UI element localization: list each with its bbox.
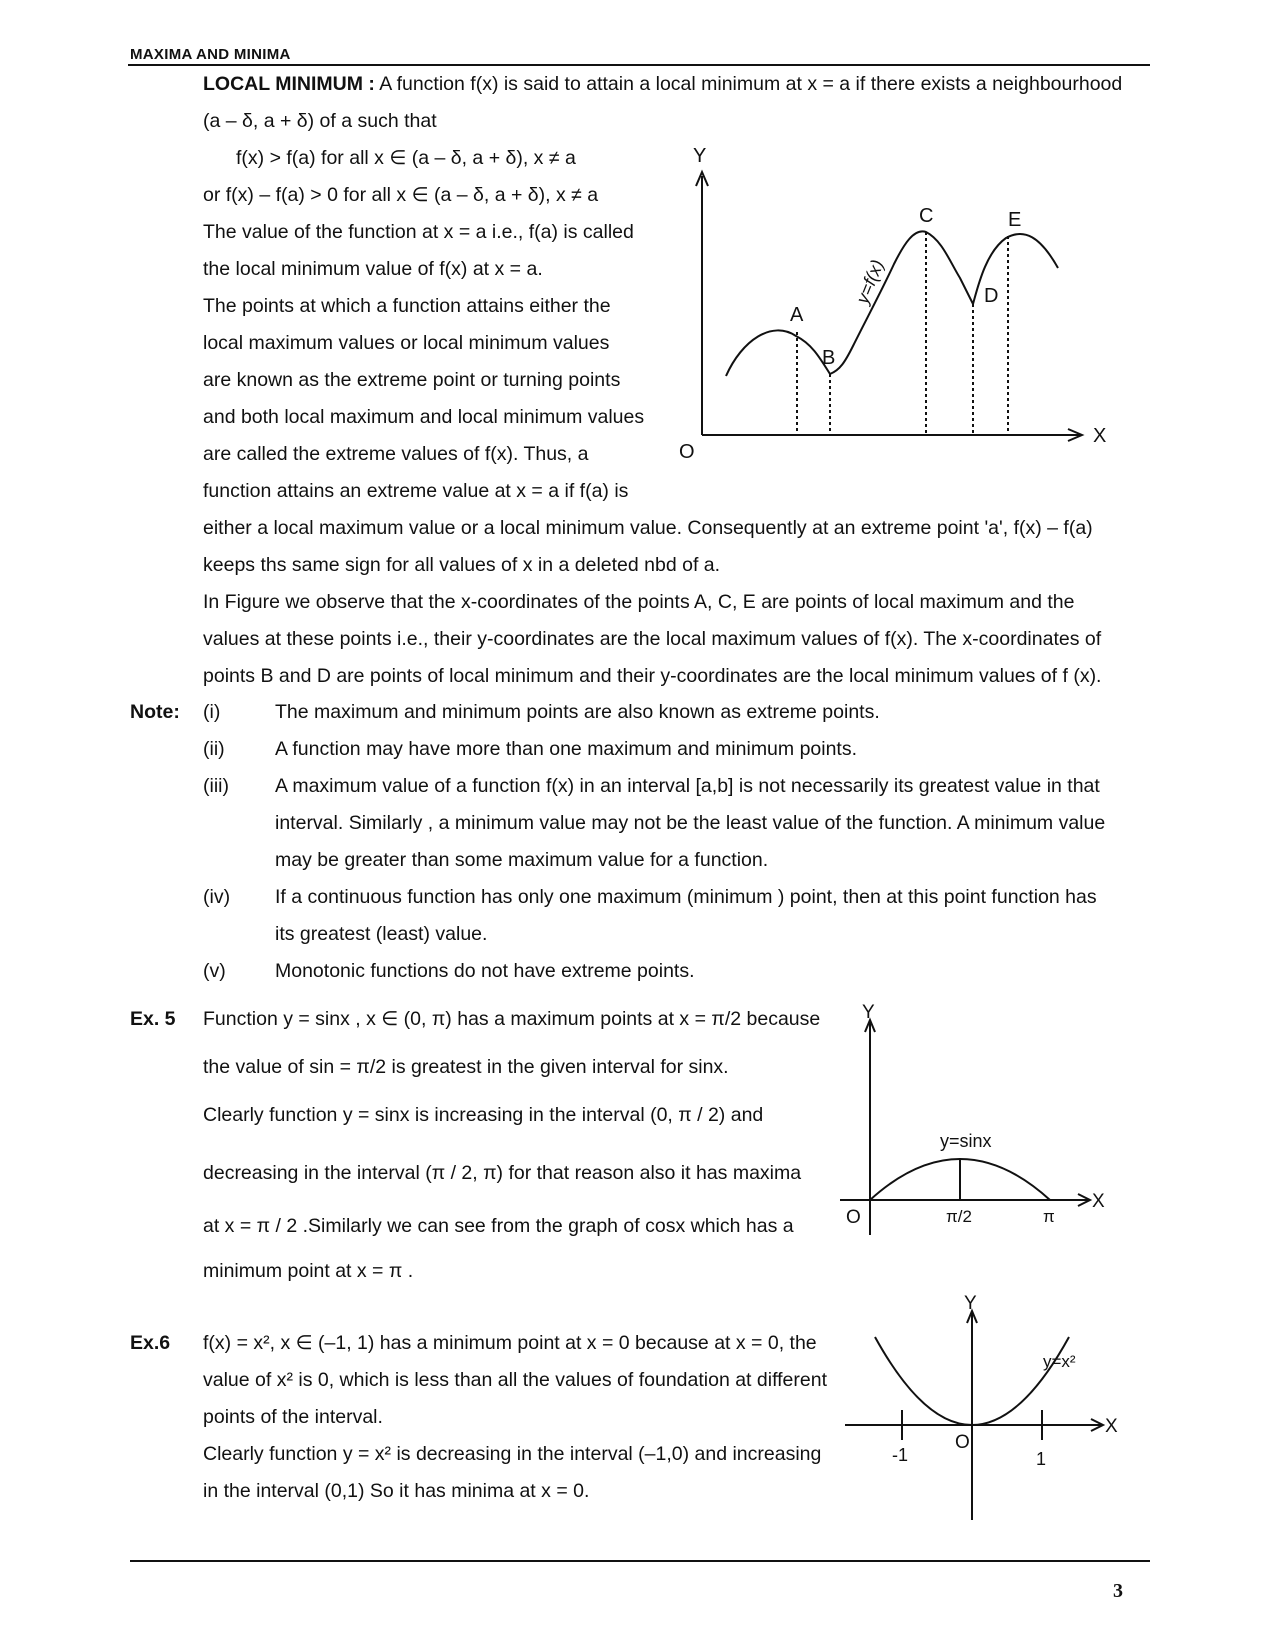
- origin-label: O: [679, 441, 695, 463]
- ex5-line: minimum point at x = π .: [203, 1260, 414, 1282]
- note-item-number: (i): [203, 701, 221, 723]
- note-label: Note:: [130, 701, 180, 723]
- note-item-text: The maximum and minimum points are also known as extreme points.: [275, 701, 880, 723]
- tick-pi: π: [1043, 1207, 1055, 1226]
- ex6-line: value of x² is 0, which is less than all the values of foundation at different: [203, 1369, 827, 1391]
- ex6-line: f(x) = x², x ∈ (–1, 1) has a minimum point at x = 0 because at x = 0, the: [203, 1332, 817, 1354]
- sine-figure: [840, 1000, 1120, 1250]
- paragraph-line: are called the extreme values of f(x). Thus, a: [203, 443, 589, 465]
- x-axis-label: X: [1105, 1416, 1118, 1437]
- x-axis-label: X: [1093, 425, 1107, 447]
- definition-line-1: [203, 72, 1122, 96]
- paragraph-line: The value of the function at x = a i.e., f(a) is called: [203, 221, 634, 243]
- note-item-number: (ii): [203, 738, 225, 760]
- note-item-text: If a continuous function has only one maximum (minimum ) point, then at this point function has: [275, 886, 1097, 908]
- paragraph-line: In Figure we observe that the x-coordinates of the points A, C, E are points of local maximum and the: [203, 591, 1075, 613]
- condition-2: or f(x) – f(a) > 0 for all x ∈ (a – δ, a + δ), x ≠ a: [203, 184, 599, 206]
- paragraph-line: function attains an extreme value at x = a if f(a) is: [203, 480, 629, 502]
- paragraph-line: keeps ths same sign for all values of x in a deleted nbd of a.: [203, 554, 721, 576]
- paragraph-line: values at these points i.e., their y-coordinates are the local maximum values of f(x). The x-coordinates of: [203, 628, 1102, 650]
- note-item-number: (iii): [203, 775, 229, 797]
- note-item-text: A function may have more than one maximum and minimum points.: [275, 738, 858, 760]
- parabola-figure: [845, 1295, 1125, 1545]
- ex6-line: Clearly function y = x² is decreasing in the interval (–1,0) and increasing: [203, 1443, 822, 1465]
- curve-label: y=f(x): [852, 256, 888, 307]
- x-axis-label: X: [1092, 1191, 1105, 1212]
- point-b-label: B: [822, 347, 836, 369]
- curve-label: y=x²: [1043, 1352, 1076, 1371]
- definition-line-2: (a – δ, a + δ) of a such that: [203, 110, 437, 132]
- footer-rule: [130, 1560, 1150, 1562]
- ex6-line: points of the interval.: [203, 1406, 383, 1428]
- ex5-line: at x = π / 2 .Similarly we can see from the graph of cosx which has a: [203, 1215, 794, 1237]
- paragraph-line: either a local maximum value or a local minimum value. Consequently at an extreme point 'a', f(x) – f(a): [203, 517, 1093, 539]
- tick-plus-1-label: 1: [1036, 1449, 1047, 1469]
- point-a-label: A: [790, 304, 804, 326]
- paragraph-line: The points at which a function attains either the: [203, 295, 611, 317]
- y-axis-label: Y: [693, 145, 707, 167]
- y-axis-label: Y: [862, 1002, 875, 1023]
- tick-pi-over-2: π/2: [946, 1207, 972, 1226]
- note-item-text: may be greater than some maximum value for a function.: [275, 849, 769, 871]
- definition-text: A function f(x) is said to attain a local minimum at x = a if there exists a neighbourhood: [379, 73, 1123, 95]
- ex5-line: the value of sin = π/2 is greatest in the given interval for sinx.: [203, 1056, 729, 1078]
- tick-minus-1-label: -1: [892, 1445, 909, 1465]
- note-item-text: its greatest (least) value.: [275, 923, 488, 945]
- ex5-label: Ex. 5: [130, 1008, 176, 1030]
- note-item-text: Monotonic functions do not have extreme points.: [275, 960, 695, 982]
- y-axis-label: Y: [964, 1293, 977, 1314]
- ex5-line: Clearly function y = sinx is increasing in the interval (0, π / 2) and: [203, 1104, 764, 1126]
- ex6-label: Ex.6: [130, 1332, 171, 1354]
- point-c-label: C: [919, 205, 934, 227]
- ex6-line: in the interval (0,1) So it has minima at x = 0.: [203, 1480, 590, 1502]
- paragraph-line: and both local maximum and local minimum values: [203, 406, 645, 428]
- note-item-number: (iv): [203, 886, 231, 908]
- paragraph-line: points B and D are points of local minimum and their y-coordinates are the local minimum values of f (x).: [203, 665, 1102, 687]
- origin-label: O: [955, 1432, 970, 1453]
- origin-label: O: [846, 1207, 861, 1228]
- point-d-label: D: [984, 285, 999, 307]
- paragraph-line: the local minimum value of f(x) at x = a.: [203, 258, 543, 280]
- condition-1: f(x) > f(a) for all x ∈ (a – δ, a + δ), x ≠ a: [236, 147, 576, 169]
- point-e-label: E: [1008, 209, 1022, 231]
- ex5-line: Function y = sinx , x ∈ (0, π) has a maximum points at x = π/2 because: [203, 1008, 821, 1030]
- page-number: 3: [1113, 1580, 1123, 1602]
- header-rule: [128, 64, 1150, 66]
- ex5-line: decreasing in the interval (π / 2, π) for that reason also it has maxima: [203, 1162, 802, 1184]
- paragraph-line: local maximum values or local minimum values: [203, 332, 610, 354]
- note-item-text: interval. Similarly , a minimum value may not be the least value of the function. A minimum value: [275, 812, 1106, 834]
- note-item-number: (v): [203, 960, 226, 982]
- local-minimum-heading: LOCAL MINIMUM :: [203, 73, 375, 95]
- running-header: MAXIMA AND MINIMA: [130, 46, 291, 63]
- note-item-text: A maximum value of a function f(x) in an interval [a,b] is not necessarily its greatest value in that: [275, 775, 1100, 797]
- paragraph-line: are known as the extreme point or turning points: [203, 369, 621, 391]
- extrema-figure: [650, 140, 1110, 463]
- curve-label: y=sinx: [940, 1131, 992, 1151]
